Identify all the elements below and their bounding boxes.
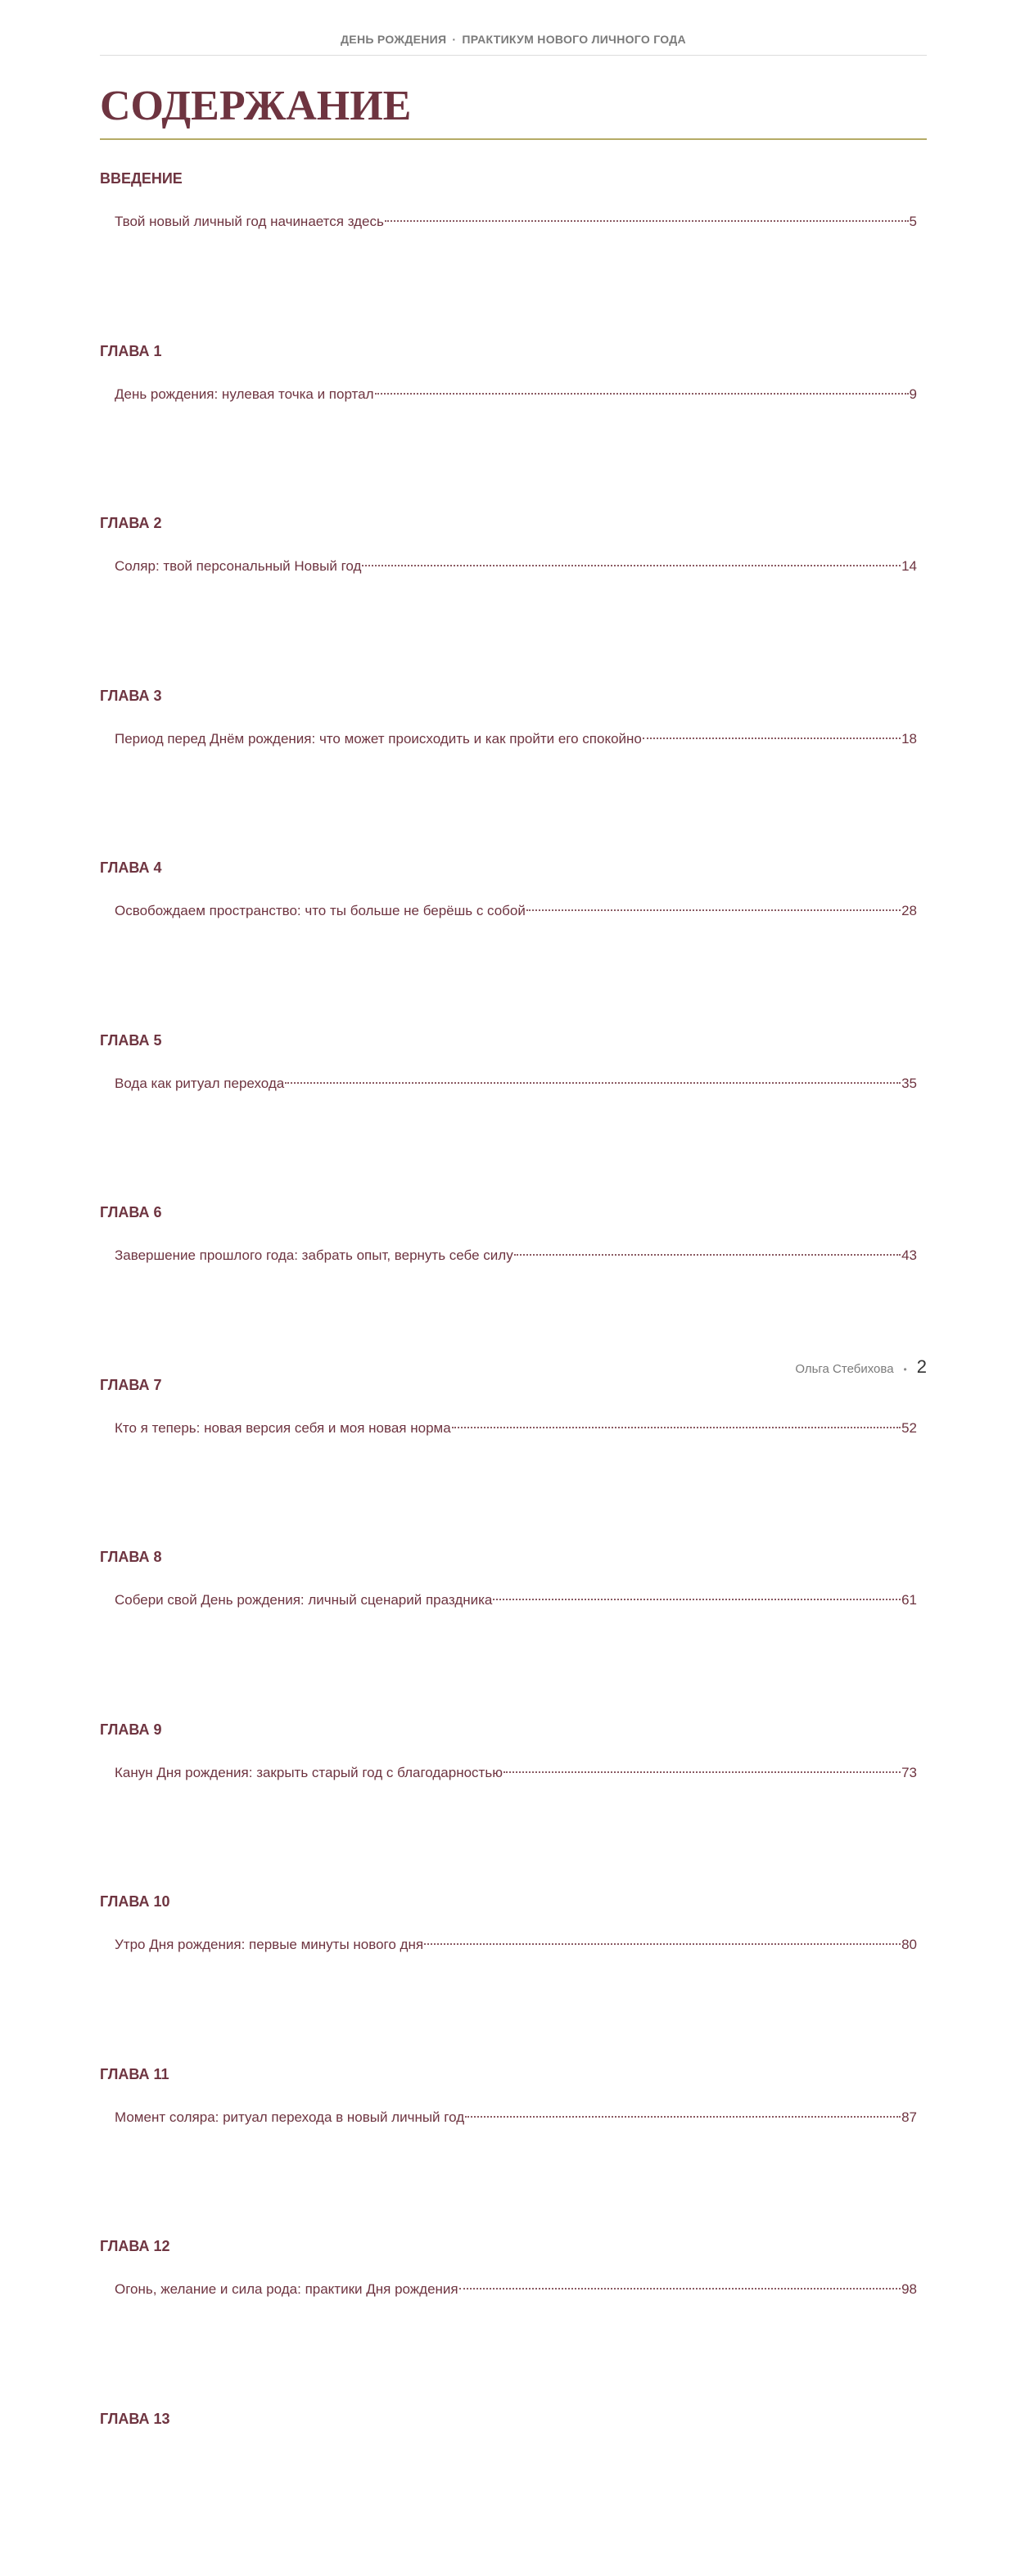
toc-chapter-heading: ГЛАВА 11	[100, 2059, 169, 2089]
toc-entry-title: Соляр: твой персональный Новый год	[115, 552, 361, 581]
toc-entry-link[interactable]	[115, 552, 917, 581]
toc-chapter-heading: ГЛАВА 12	[100, 2231, 170, 2261]
toc-chapter-heading: ГЛАВА 8	[100, 1542, 162, 1572]
toc-chapter-heading: ГЛАВА 9	[100, 1715, 162, 1744]
toc-section	[100, 336, 927, 509]
toc-entry-title: Твой новый личный год начинается здесь	[115, 207, 384, 237]
toc-entry-link[interactable]	[115, 207, 917, 237]
toc-chapter-heading: ГЛАВА 6	[100, 1198, 162, 1227]
toc-entry-title: Кто я теперь: новая версия себя и моя новая норма	[115, 1414, 451, 1443]
dot-leader	[375, 393, 909, 395]
dot-leader	[424, 1943, 901, 1945]
toc-entry-title: Период перед Днём рождения: что может происходить и как пройти его спокойно	[115, 724, 642, 754]
toc-entry-title: Завершение прошлого года: забрать опыт, вернуть себе силу	[115, 1241, 513, 1270]
running-footer	[795, 1356, 927, 1378]
toc-section	[100, 2059, 927, 2232]
toc-entry-link[interactable]	[115, 2103, 917, 2132]
toc-entry-title: Освобождаем пространство: что ты больше не берёшь с собой	[115, 896, 526, 926]
toc-page-number: 14	[901, 552, 917, 581]
toc-section	[100, 508, 927, 681]
toc-page-number: 28	[901, 896, 917, 926]
toc-entry-title: Утро Дня рождения: первые минуты нового дня	[115, 1930, 423, 1960]
toc-entry-title: День рождения: нулевая точка и портал	[115, 380, 374, 409]
dot-leader	[452, 1427, 901, 1428]
toc-section	[100, 2231, 927, 2404]
toc-entry-title: Огонь, желание и сила рода: практики Дня рождения	[115, 2275, 458, 2304]
toc-section	[100, 681, 927, 854]
title-divider	[100, 138, 927, 140]
running-header	[100, 33, 927, 46]
toc-entry-link[interactable]	[115, 1586, 917, 1615]
footer-author: Ольга Стебихова	[795, 1362, 893, 1376]
toc-entry-link[interactable]	[115, 1241, 917, 1270]
toc-entry-link[interactable]	[115, 1069, 917, 1099]
toc-entry-link[interactable]	[115, 1414, 917, 1443]
toc-chapter-heading: ГЛАВА 10	[100, 1887, 170, 1916]
toc-entry-link[interactable]	[115, 724, 917, 754]
dot-leader	[503, 1771, 901, 1773]
toc-chapter-heading: ГЛАВА 3	[100, 681, 162, 711]
toc-entry-title: Момент соляра: ритуал перехода в новый личный год	[115, 2103, 464, 2132]
dot-leader	[514, 1254, 901, 1256]
dot-leader	[493, 1599, 901, 1600]
toc-entry-link[interactable]	[115, 380, 917, 409]
toc-page-number: 61	[901, 1586, 917, 1615]
toc-chapter-heading: ГЛАВА 2	[100, 508, 162, 538]
toc-page-number: 5	[910, 207, 917, 237]
toc-section	[100, 853, 927, 1026]
dot-leader	[285, 1082, 901, 1084]
toc-chapter-heading: ГЛАВА 7	[100, 1370, 162, 1400]
toc-section	[100, 1542, 927, 1715]
header-book-title: ДЕНЬ РОЖДЕНИЯ	[341, 33, 446, 46]
toc-entry-link[interactable]	[115, 1758, 917, 1788]
toc-chapter-heading: ГЛАВА 5	[100, 1026, 162, 1055]
toc-page-number: 9	[910, 380, 917, 409]
toc-section	[100, 1198, 927, 1370]
toc-entry-link[interactable]	[115, 1930, 917, 1960]
toc-section	[100, 2404, 927, 2576]
toc-section	[100, 1715, 927, 1888]
page-title: СОДЕРЖАНИЕ	[100, 79, 411, 134]
toc-section	[100, 164, 927, 336]
toc-page-number: 73	[901, 1758, 917, 1788]
dot-leader	[526, 909, 901, 911]
dot-leader	[459, 2288, 901, 2290]
dot-leader	[362, 565, 901, 566]
toc-section	[100, 1026, 927, 1198]
header-divider	[100, 55, 927, 56]
toc-page-number: 18	[901, 724, 917, 754]
header-subtitle: ПРАКТИКУМ НОВОГО ЛИЧНОГО ГОДА	[462, 33, 686, 46]
toc-section	[100, 1887, 927, 2059]
dot-leader	[385, 220, 909, 222]
dot-leader	[643, 738, 901, 739]
toc-section	[100, 1370, 927, 1543]
toc-chapter-heading: ГЛАВА 1	[100, 336, 162, 366]
toc-page-number: 98	[901, 2275, 917, 2304]
toc-chapter-heading: ВВЕДЕНИЕ	[100, 164, 183, 193]
toc-entry-link[interactable]	[115, 896, 917, 926]
toc-entry-title: Собери свой День рождения: личный сценарий праздника	[115, 1586, 492, 1615]
toc-entry-link[interactable]	[115, 2275, 917, 2304]
toc-page-number: 80	[901, 1930, 917, 1960]
toc-page-number: 43	[901, 1241, 917, 1270]
toc-page-number: 87	[901, 2103, 917, 2132]
footer-bullet: •	[904, 1364, 907, 1375]
header-separator: ·	[452, 33, 456, 46]
page-number: 2	[917, 1356, 927, 1378]
toc-entry-title: Канун Дня рождения: закрыть старый год с благодарностью	[115, 1758, 503, 1788]
toc-page-number: 52	[901, 1414, 917, 1443]
toc-entry-title: Вода как ритуал перехода	[115, 1069, 284, 1099]
dot-leader	[465, 2116, 901, 2118]
toc-chapter-heading: ГЛАВА 13	[100, 2404, 170, 2434]
toc-chapter-heading: ГЛАВА 4	[100, 853, 162, 882]
toc-page-number: 35	[901, 1069, 917, 1099]
